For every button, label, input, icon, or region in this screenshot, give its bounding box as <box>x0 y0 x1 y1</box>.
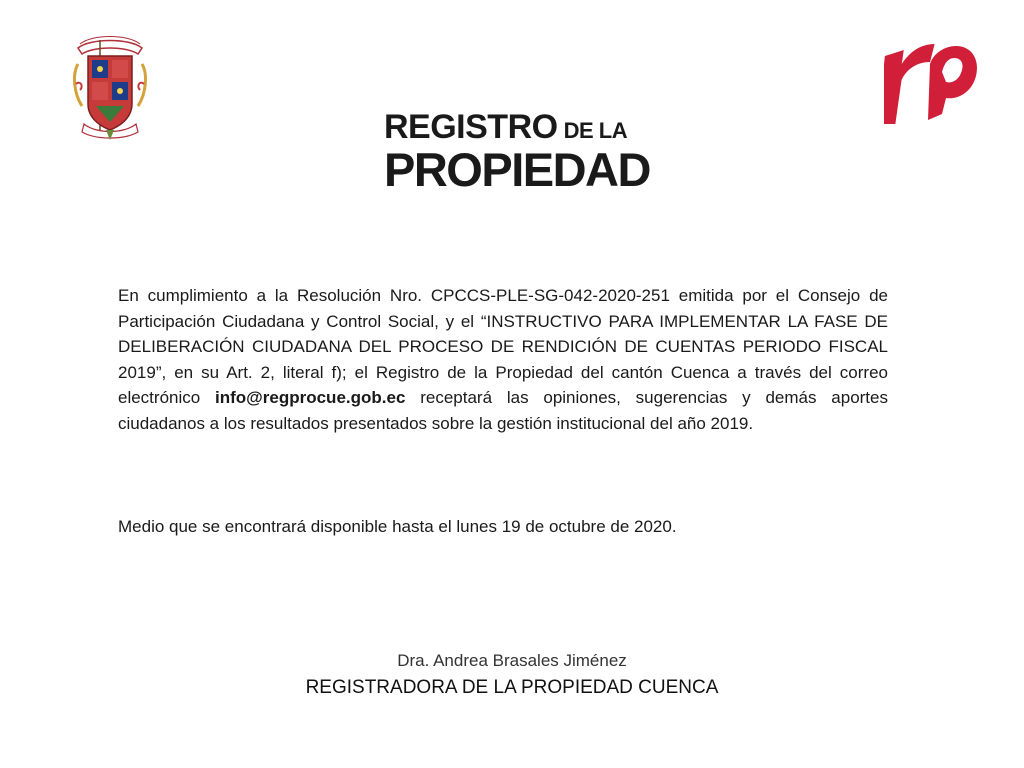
paragraph-text-after-email: receptará las opiniones, sugerencias y demás aportes ciudadanos a los resultados presentados sobre la gestión institucional del año 2019. <box>118 388 888 433</box>
signatory-title: REGISTRADORA DE LA PROPIEDAD CUENCA <box>305 677 719 698</box>
closing-note: Medio que se encontrará disponible hasta el lunes 19 de octubre de 2020. <box>118 517 677 536</box>
brand-wordmark <box>384 108 650 196</box>
signature-block <box>0 648 1024 702</box>
coat-of-arms-icon <box>70 34 150 142</box>
brand-registro: REGISTRO <box>384 108 558 146</box>
paragraph-text-before-email: En cumplimiento a la Resolución Nro. CPCCS-PLE-SG-042-2020-251 emitida por el Consejo de Participación Ciudadana y Control Social, y el “INSTRUCTIVO PARA IMPLEMENTAR LA FASE DE DELIBERACIÓN CIUDADANA DEL PROCESO DE RENDICIÓN DE CUENTAS PERIODO FISCAL 2019”, en su Art. 2, literal f); el Registro de la Propiedad del cantón Cuenca a través del correo electrónico <box>118 286 888 408</box>
main-paragraph <box>118 283 888 437</box>
signatory-name: Dra. Andrea Brasales Jiménez <box>397 651 627 670</box>
brand-propiedad: PROPIEDAD <box>384 143 650 196</box>
brand-de-la: DE LA <box>563 118 628 143</box>
rp-logo-icon <box>884 34 980 126</box>
email-address[interactable]: info@regprocue.gob.ec <box>215 388 406 408</box>
